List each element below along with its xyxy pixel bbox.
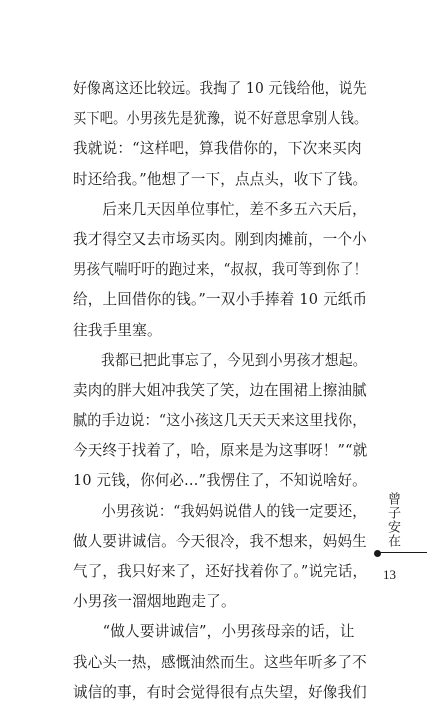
text-line: 后来几天因单位事忙，差不多五六天后， bbox=[73, 200, 367, 218]
text-line: “做人要讲诚信”，小男孩母亲的话，让 bbox=[73, 623, 355, 641]
text-line: 好像离这还比较远。我掏了 10 元钱给他，说先 bbox=[73, 80, 367, 97]
body-text bbox=[73, 74, 367, 708]
running-section-label: 曾子安在 bbox=[385, 492, 400, 548]
text-line: 小男孩一溜烟地跑走了。 bbox=[73, 593, 236, 611]
text-line: 我才得空又去市场买肉。刚到肉摊前，一个小 bbox=[73, 230, 367, 248]
text-line: 卖肉的胖大姐冲我笑了笑，边在围裙上擦油腻 bbox=[73, 381, 367, 399]
text-line: 往我手里塞。 bbox=[73, 321, 162, 339]
text-line: 今天终于找着了，哈，原来是为这事呀！”“就 bbox=[73, 442, 368, 460]
text-line: 我就说：“这样吧，算我借你的，下次来买肉 bbox=[73, 140, 362, 158]
text-line: 我都已把此事忘了，今见到小男孩才想起。 bbox=[73, 351, 367, 369]
text-line: 买下吧。小男孩先是犹豫，说不好意思拿别人钱。 bbox=[73, 110, 368, 128]
text-line: 10 元钱，你何必…”我愣住了，不知说啥好。 bbox=[73, 472, 367, 490]
page-number: 13 bbox=[383, 567, 396, 582]
text-line: 小男孩说：“我妈妈说借人的钱一定要还， bbox=[73, 502, 367, 520]
text-line: 给，上回借你的钱。”一双小手捧着 10 元纸币 bbox=[73, 291, 368, 309]
text-line: 腻的手边说：“这小孩这几天天天来这里找你， bbox=[73, 412, 367, 430]
text-line: 做人要讲诚信。今天很冷，我不想来，妈妈生 bbox=[73, 532, 367, 550]
text-line: 诚信的事，有时会觉得很有点失望，好像我们 bbox=[73, 683, 367, 701]
text-line: 我心头一热，感慨油然而生。这些年听多了不 bbox=[73, 653, 367, 671]
section-marker-rule bbox=[380, 552, 427, 553]
text-line: 男孩气喘吁吁的跑过来，“叔叔，我可等到你了！ bbox=[73, 261, 368, 279]
text-line: 气了，我只好来了，还好找着你了。”说完话， bbox=[73, 563, 368, 580]
text-line: 时还给我。”他想了一下，点点头，收下了钱。 bbox=[73, 170, 368, 188]
